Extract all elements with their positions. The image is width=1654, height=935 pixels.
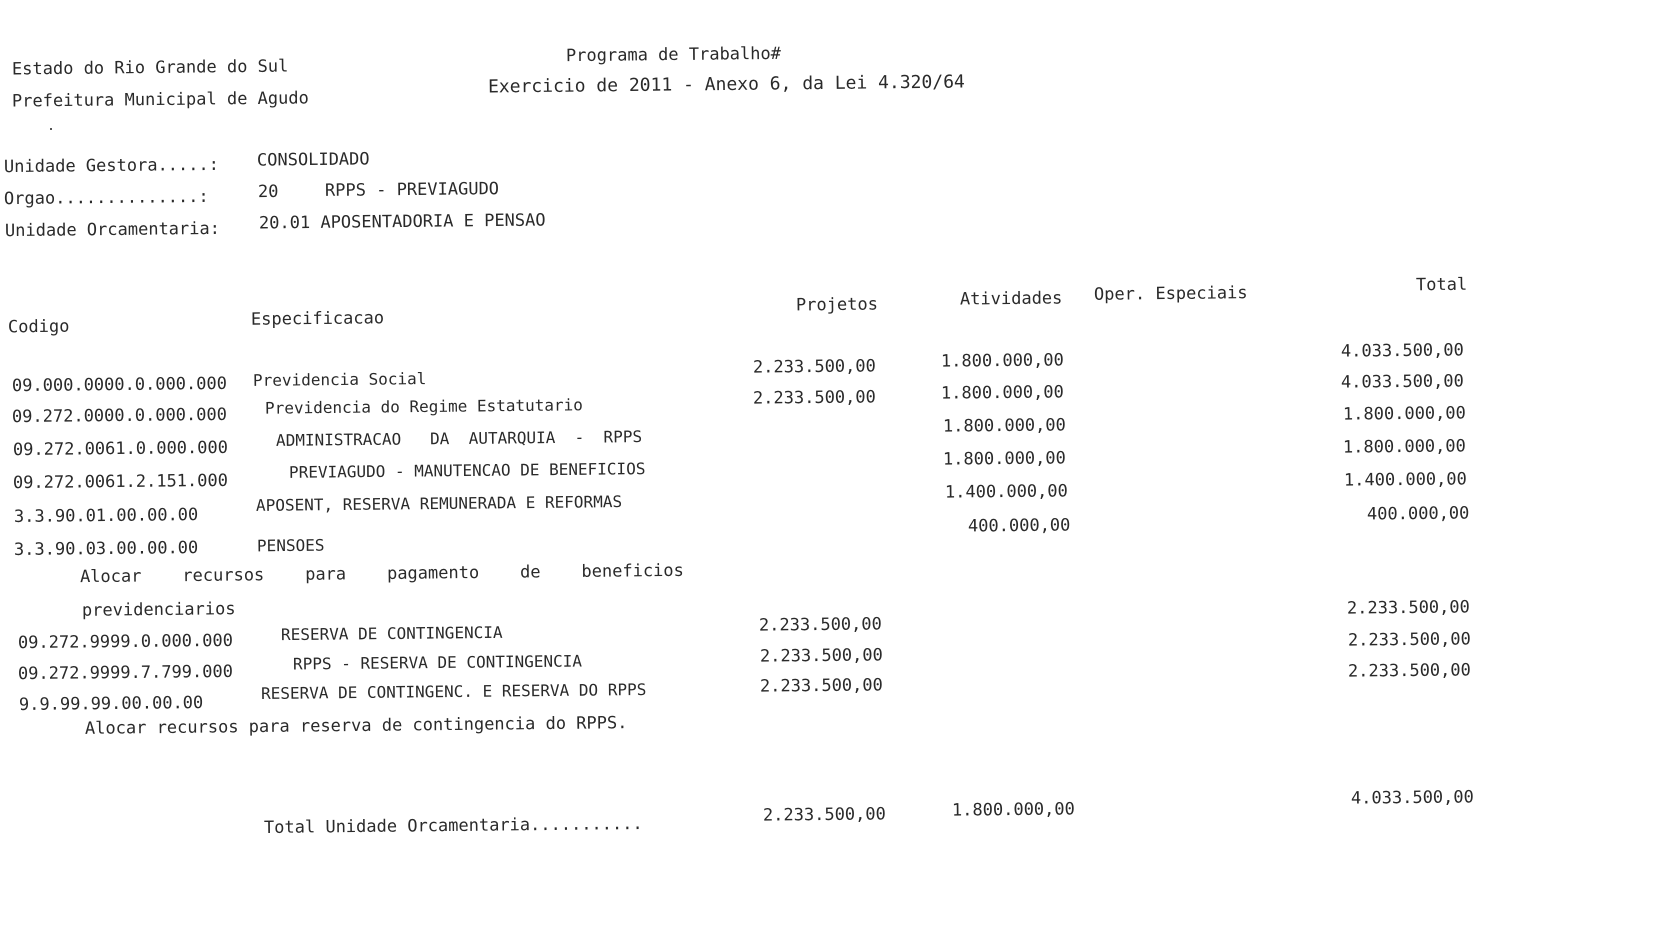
row-projetos: 2.233.500,00 <box>752 356 876 378</box>
footer-projetos: 2.233.500,00 <box>762 804 886 826</box>
row-projetos: 2.233.500,00 <box>759 675 883 697</box>
row-total: 2.233.500,00 <box>1347 660 1471 682</box>
footer-atividades: 1.800.000,00 <box>951 799 1075 821</box>
org-value: RPPS - PREVIAGUDO <box>324 179 500 201</box>
row-atividades: 1.800.000,00 <box>940 350 1064 372</box>
col-header-atividades: Atividades <box>959 288 1063 310</box>
row-atividades: 400.000,00 <box>967 515 1071 537</box>
row-code: 09.272.9999.0.000.000 <box>17 630 234 654</box>
row-desc: Previdencia do Regime Estatutario <box>264 395 583 418</box>
scan-speck <box>50 128 52 130</box>
municipality-name: Prefeitura Municipal de Agudo <box>11 88 309 112</box>
program-title: Programa de Trabalho# <box>565 43 782 67</box>
row-total: 4.033.500,00 <box>1340 340 1464 362</box>
row-code: 09.000.0000.0.000.000 <box>11 373 228 397</box>
row-desc: RPPS - RESERVA DE CONTINGENCIA <box>292 651 583 674</box>
row-code: 3.3.90.03.00.00.00 <box>13 538 199 560</box>
row-total: 2.233.500,00 <box>1347 629 1471 651</box>
row-atividades: 1.800.000,00 <box>942 415 1066 437</box>
row-code: 9.9.99.99.00.00.00 <box>18 693 204 715</box>
note-total: 2.233.500,00 <box>1346 597 1470 619</box>
row-desc: APOSENT, RESERVA REMUNERADA E REFORMAS <box>255 492 623 515</box>
col-header-codigo: Codigo <box>7 316 70 338</box>
note-line: Alocar recursos para pagamento de beneficios <box>79 560 684 588</box>
row-total: 400.000,00 <box>1366 503 1470 525</box>
row-desc: RESERVA DE CONTINGENCIA <box>280 622 503 645</box>
row-projetos: 2.233.500,00 <box>759 645 883 667</box>
org-label: Orgao..............: <box>3 186 209 210</box>
row-code: 09.272.0000.0.000.000 <box>11 404 228 428</box>
row-code: 09.272.0061.0.000.000 <box>12 437 229 461</box>
col-header-projetos: Projetos <box>795 294 878 316</box>
row-atividades: 1.800.000,00 <box>942 448 1066 470</box>
row-total: 4.033.500,00 <box>1340 371 1464 393</box>
row-desc: PENSOES <box>256 535 325 556</box>
org-code: 20 <box>257 181 279 203</box>
note-line: previdenciarios <box>81 599 236 621</box>
row-code: 3.3.90.01.00.00.00 <box>13 505 199 527</box>
col-header-oper-especiais: Oper. Especiais <box>1093 283 1248 305</box>
footer-total: 4.033.500,00 <box>1350 787 1474 809</box>
unit-value: CONSOLIDADO <box>256 149 370 171</box>
row-code: 09.272.9999.7.799.000 <box>17 661 234 685</box>
row-projetos: 2.233.500,00 <box>752 387 876 409</box>
col-header-total: Total <box>1415 274 1468 296</box>
row-atividades: 1.800.000,00 <box>940 382 1064 404</box>
row-desc: RESERVA DE CONTINGENC. E RESERVA DO RPPS <box>260 679 647 704</box>
budget-unit-label: Unidade Orcamentaria: <box>4 218 221 242</box>
row-total: 1.800.000,00 <box>1342 436 1466 458</box>
footer-total-label: Total Unidade Orcamentaria........... <box>263 814 643 838</box>
row-atividades: 1.400.000,00 <box>944 481 1068 503</box>
col-header-especificacao: Especificacao <box>250 308 385 330</box>
exercise-title: Exercicio de 2011 - Anexo 6, da Lei 4.320/64 <box>487 71 965 98</box>
budget-unit-value: 20.01 APOSENTADORIA E PENSAO <box>258 210 546 234</box>
row-total: 1.400.000,00 <box>1343 469 1467 491</box>
note-line: Alocar recursos para reserva de contingencia do RPPS. <box>84 713 628 739</box>
row-code: 09.272.0061.2.151.000 <box>12 470 229 494</box>
unit-label: Unidade Gestora.....: <box>3 154 220 178</box>
row-desc: PREVIAGUDO - MANUTENCAO DE BENEFICIOS <box>288 459 646 482</box>
row-total: 1.800.000,00 <box>1342 403 1466 425</box>
state-name: Estado do Rio Grande do Sul <box>11 56 289 80</box>
row-projetos: 2.233.500,00 <box>758 614 882 636</box>
row-desc: Previdencia Social <box>252 369 427 390</box>
row-desc: ADMINISTRACAO DA AUTARQUIA - RPPS <box>275 427 643 450</box>
